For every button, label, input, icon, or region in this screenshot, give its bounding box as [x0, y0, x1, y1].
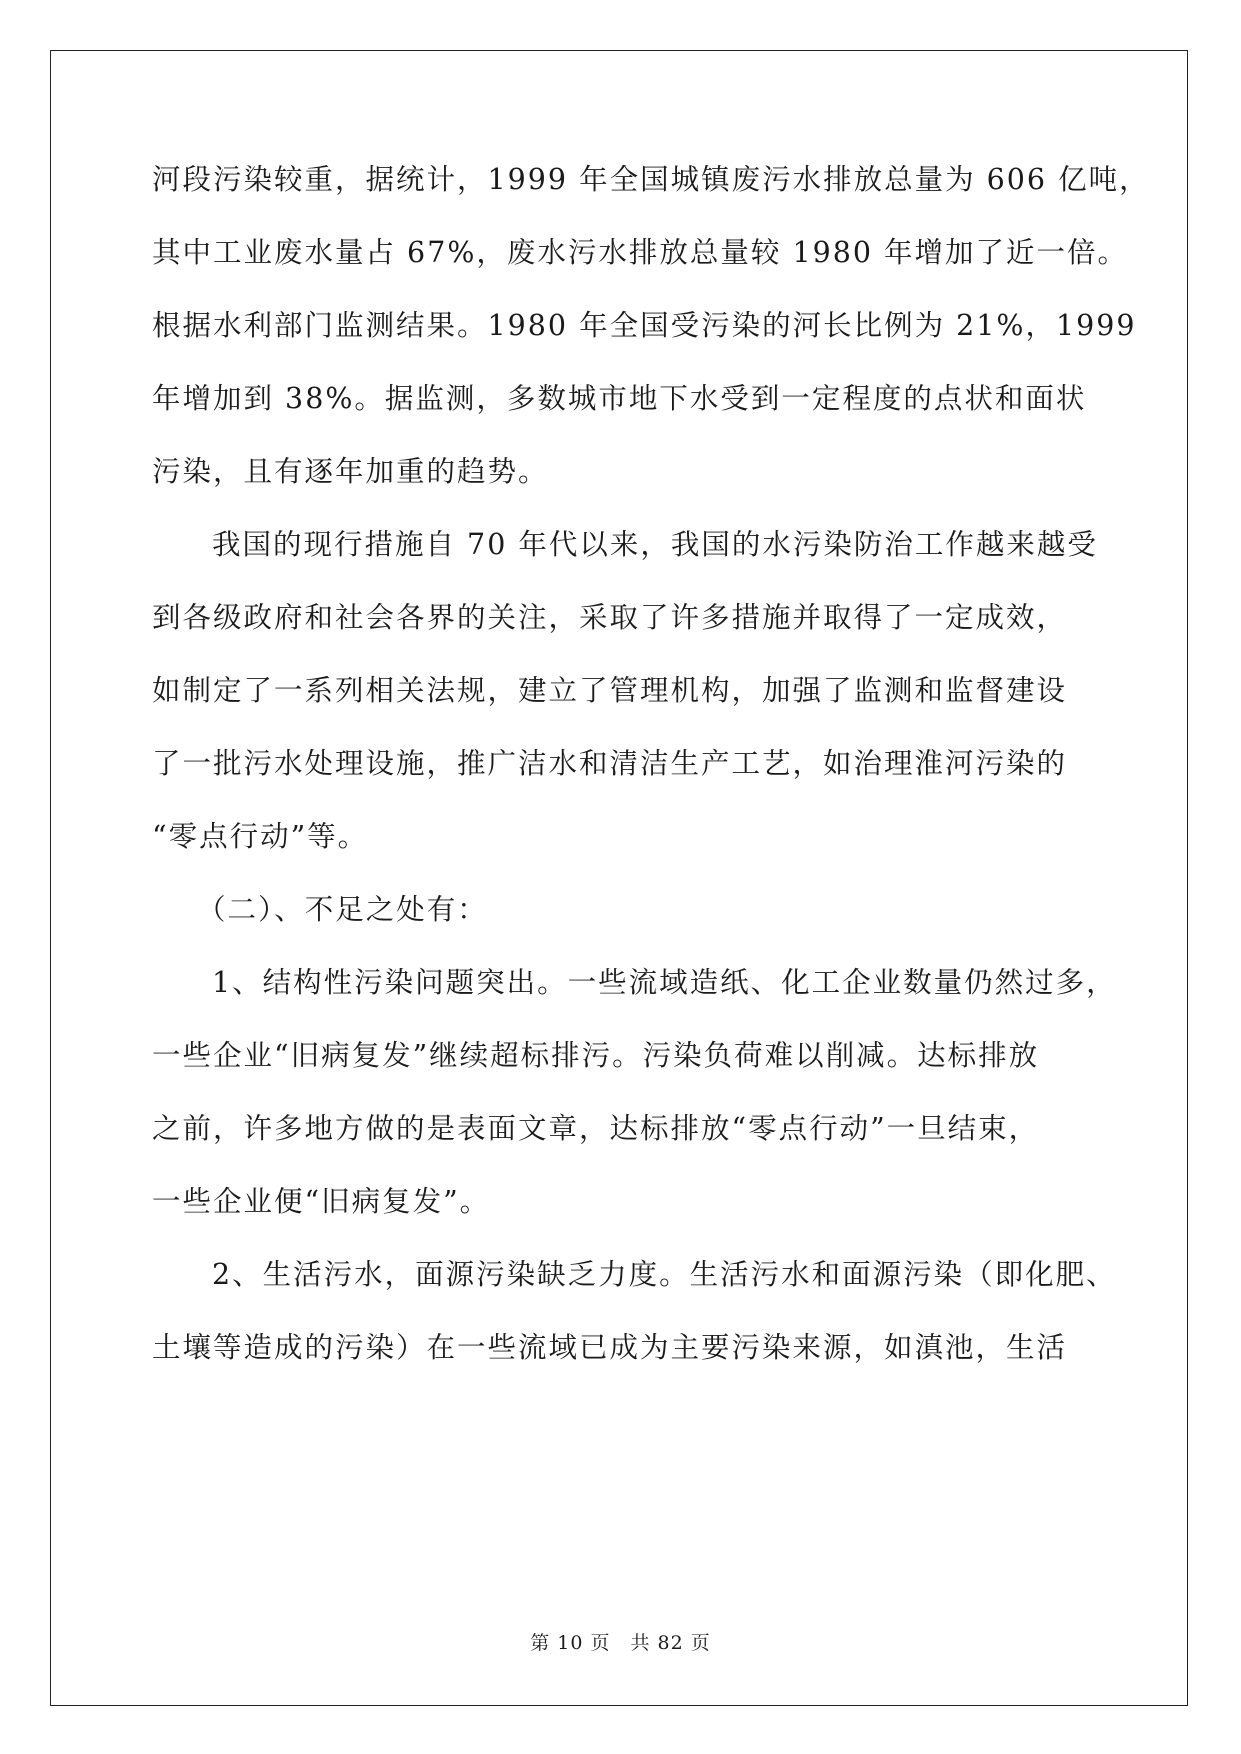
text-line: 如制定了一系列相关法规，建立了管理机构，加强了监测和监督建设 — [152, 674, 1068, 707]
text-line: “零点行动”等。 — [152, 820, 369, 853]
text-line: 根据水利部门监测结果。1980 年全国受污染的河长比例为 21%，1999 — [152, 309, 1137, 342]
paragraph-start: 我国的现行措施自 70 年代以来，我国的水污染防治工作越来越受 — [212, 528, 1098, 561]
paragraph-start: 2、生活污水，面源污染缺乏力度。生活污水和面源污染（即化肥、 — [212, 1258, 1117, 1291]
text-line: 土壤等造成的污染）在一些流域已成为主要污染来源，如滇池，生活 — [152, 1331, 1068, 1364]
text-line: 到各级政府和社会各界的关注，采取了许多措施并取得了一定成效， — [152, 601, 1068, 634]
text-line: 污染，且有逐年加重的趋势。 — [152, 455, 549, 488]
paragraph-start: 1、结构性污染问题突出。一些流域造纸、化工企业数量仍然过多， — [212, 966, 1117, 999]
text-line: 之前，许多地方做的是表面文章，达标排放“零点行动”一旦结束， — [152, 1112, 1040, 1145]
text-line: 年增加到 38%。据监测，多数城市地下水受到一定程度的点状和面状 — [152, 382, 1087, 415]
text-line: 其中工业废水量占 67%，废水污水排放总量较 1980 年增加了近一倍。 — [152, 236, 1129, 269]
page-border — [50, 50, 1188, 1706]
text-line: 一些企业“旧病复发”继续超标排污。污染负荷难以削减。达标排放 — [152, 1039, 1040, 1072]
text-line: 河段污染较重，据统计，1999 年全国城镇废污水排放总量为 606 亿吨， — [152, 163, 1150, 196]
text-line: 了一批污水处理设施，推广洁水和清洁生产工艺，如治理淮河污染的 — [152, 747, 1068, 780]
text-line: 一些企业便“旧病复发”。 — [152, 1185, 491, 1218]
section-heading: （二）、不足之处有： — [197, 893, 488, 926]
page-number: 第 10 页 共 82 页 — [530, 1632, 711, 1654]
